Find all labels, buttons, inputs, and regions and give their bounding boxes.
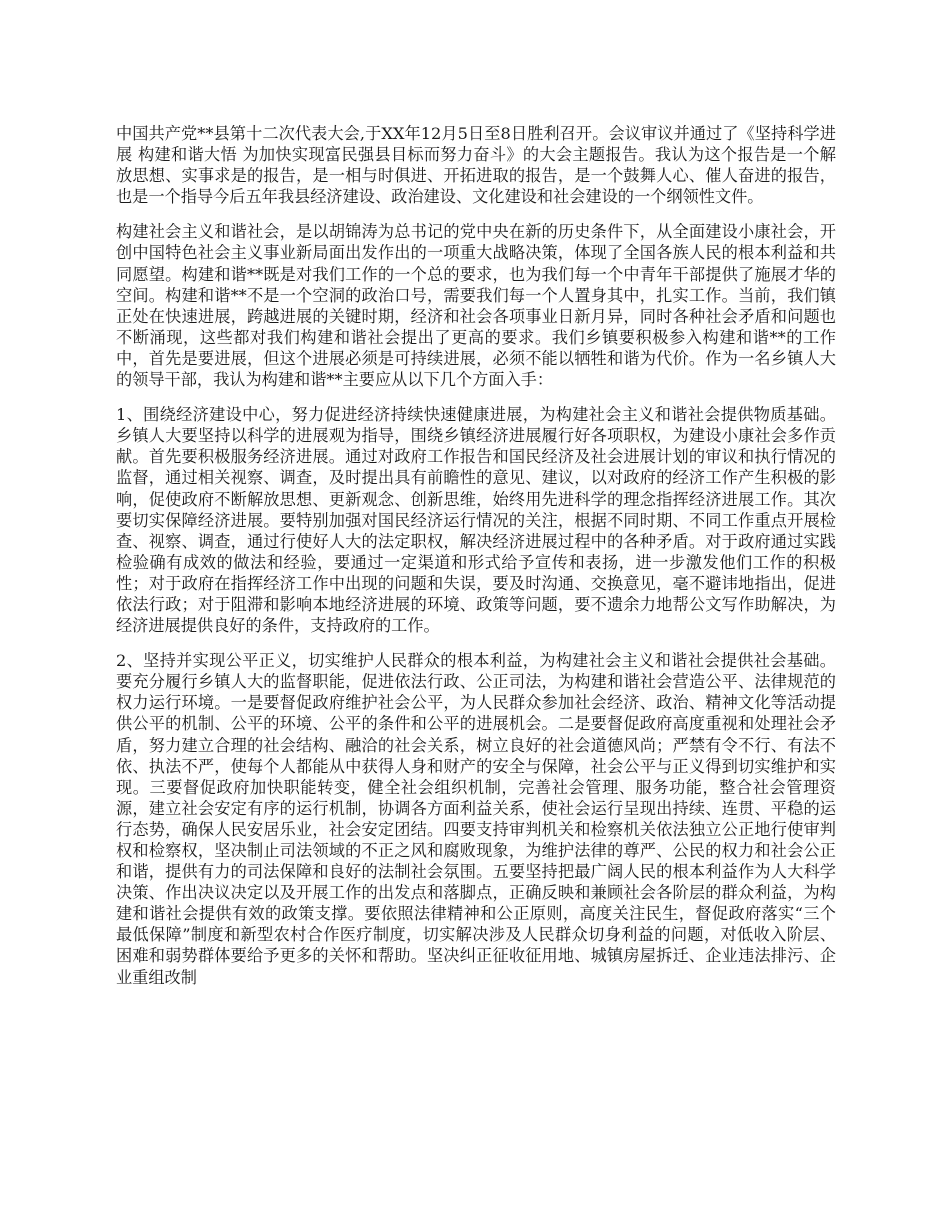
paragraph-harmony: 构建社会主义和谐社会，是以胡锦涛为总书记的党中央在新的历史条件下，从全面建设小康社会，开创中国特色社会主义事业新局面出发作出的一项重大战略决策，体现了全国各族人民的根本利益和共同愿望。构建和谐**既是对我们工作的一个总的要求，也为我们每一个中青年干部提供了施展才华的空间。构建和谐**不是一个空洞的政治口号，需要我们每一个人置身其中，扎实工作。当前，我们镇正处在快速进展，跨越进展的关键时期，经济和社会各项事业日新月异，同时各种社会矛盾和问题也不断涌现，这些都对我们构建和谐社会提出了更高的要求。我们乡镇要积极参入构建和谐**的工作中，首先是要进展，但这个进展必须是可持续进展，必须不能以牺牲和谐为代价。作为一名乡镇人大的领导干部，我认为构建和谐**主要应从以下几个方面入手： <box>116 222 836 390</box>
paragraph-point-2: 2、坚持并实现公平正义，切实维护人民群众的根本利益，为构建社会主义和谐社会提供社会基础。要充分履行乡镇人大的监督职能，促进依法行政、公正司法，为构建和谐社会营造公平、法律规范的权力运行环境。一是要督促政府维护社会公平，为人民群众参加社会经济、政治、精神文化等活动提供公平的机制、公平的环境、公平的条件和公平的进展机会。二是要督促政府高度重视和处理社会矛盾，努力建立合理的社会结构、融洽的社会关系，树立良好的社会道德风尚；严禁有令不行、有法不依、执法不严，使每个人都能从中获得人身和财产的安全与保障，社会公平与正义得到切实维护和实现。三要督促政府加快职能转变，健全社会组织机制，完善社会管理、服务功能，整合社会管理资源，建立社会安定有序的运行机制，协调各方面利益关系，使社会运行呈现出持续、连贯、平稳的运行态势，确保人民安居乐业，社会安定团结。四要支持审判机关和检察机关依法独立公正地行使审判权和检察权，坚决制止司法领域的不正之风和腐败现象，为维护法律的尊严、公民的权力和社会公正和谐，提供有力的司法保障和良好的法制社会氛围。五要坚持把最广阔人民的根本利益作为人大科学决策、作出决议决定以及开展工作的出发点和落脚点，正确反映和兼顾社会各阶层的群众利益，为构建和谐社会提供有效的政策支撑。要依照法律精神和公正原则，高度关注民生，督促政府落实“三个最低保障”制度和新型农村合作医疗制度，切实解决涉及人民群众切身利益的问题，对低收入阶层、困难和弱势群体要给予更多的关怀和帮助。坚决纠正征收征用地、城镇房屋拆迁、企业违法排污、企业重组改制 <box>116 651 836 987</box>
paragraph-point-1: 1、围绕经济建设中心，努力促进经济持续快速健康进展，为构建社会主义和谐社会提供物质基础。乡镇人大要坚持以科学的进展观为指导，围绕乡镇经济进展履行好各项职权，为建设小康社会多作贡献。首先要积极服务经济进展。通过对政府工作报告和国民经济及社会进展计划的审议和执行情况的监督，通过相关视察、调查，及时提出具有前瞻性的意见、建议，以对政府的经济工作产生积极的影响，促使政府不断解放思想、更新观念、创新思维，始终用先进科学的理念指挥经济进展工作。其次要切实保障经济进展。要特别加强对国民经济运行情况的关注，根据不同时期、不同工作重点开展检查、视察、调查，通过行使好人大的法定职权，解决经济进展过程中的各种矛盾。对于政府通过实践检验确有成效的做法和经验，要通过一定渠道和形式给予宣传和表扬，进一步激发他们工作的积极性；对于政府在指挥经济工作中出现的问题和失误，要及时沟通、交换意见，毫不避讳地指出，促进依法行政；对于阻滞和影响本地经济进展的环境、政策等问题，要不遗余力地帮公文写作助解决，为经济进展提供良好的条件，支持政府的工作。 <box>116 405 836 636</box>
paragraph-intro: 中国共产党**县第十二次代表大会,于XX年12月5日至8日胜利召开。会议审议并通过了《坚持科学进展 构建和谐大悟 为加快实现富民强县目标而努力奋斗》的大会主题报告。我认为这个报告是一个解放思想、实事求是的报告，是一相与时俱进、开拓进取的报告，是一个鼓舞人心、催人奋进的报告，也是一个指导今后五年我县经济建设、政治建设、文化建设和社会建设的一个纲领性文件。 <box>116 124 836 207</box>
document-body <box>116 123 836 1002</box>
